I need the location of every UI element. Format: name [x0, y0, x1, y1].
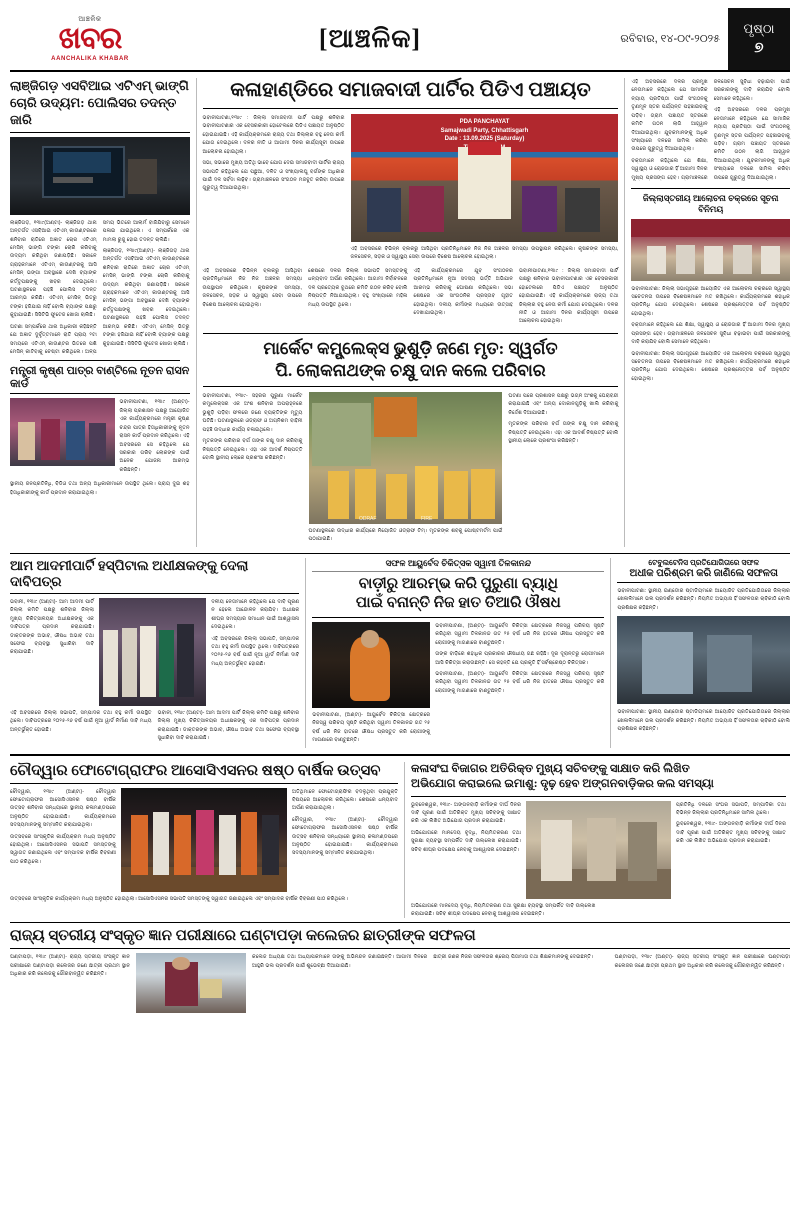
photographer-col-3: ଅତିଥିମାନେ ଫୋଟୋଗ୍ରାଫିର ବଦଳୁଥିବା ପ୍ରଯୁକ୍ତି ବିଷୟରେ ଆଲୋଚନା କରିଥିଲେ। ଶେଷରେ ଧନ୍ୟବାଦ ଅର୍ପଣ କରାଯାଇଥିଲା। ଚୌଦ୍ୱାର, ୧୩ା୯ (ଅଣ୍ଟା)- ଚୌଦ୍ୱାର ଫୋଟୋଗ୍ରାଫର ଆସୋସିଏସନର ଷଷ୍ଠ ବାର୍ଷିକ ଉତ୍ସବ ଶନିବାର ସନ୍ଧ୍ୟାରେ ସ୍ଥାନୀୟ କଳାମଣ୍ଡପରେ ଅନୁଷ୍ଠିତ ହୋଇଯାଇଛି। କାର୍ଯ୍ୟକ୍ରମରେ ସଦସ୍ୟମାନଙ୍କୁ ସମ୍ମାନିତ କରାଯାଇଥିଲା।	[292, 788, 398, 857]
page-number-badge	[728, 8, 790, 70]
main-col-1: ଭବାନୀପାଟଣା,୧୩ା୯ : ଜିଲ୍ଲା ସମାଜବାଦୀ ପାର୍ଟି ପକ୍ଷରୁ ଶନିବାର ଭବାନୀପାଟଣାର ଏକ ବେସରକାରୀ ହୋଟେଲରେ ପିଡିଏ ପଞ୍ଚାୟତ ଅନୁଷ୍ଠିତ ହୋଇଯାଇଛି। ଏହି କାର୍ଯ୍ୟକ୍ରମରେ ରାଜ୍ୟ ତଥା ଜିଲ୍ଲାର ବହୁ ନେତା କର୍ମୀ ଯୋଗ ଦେଇଥିଲେ। ଦଳର ନୀତି ଓ ଆଗାମୀ ଦିନର କାର୍ଯ୍ୟସୂଚୀ ଉପରେ ଆଲୋଚନା ହୋଇଥିଲା। ସଭା, ସଭାରେ ମୁଖ୍ୟ ଅତିଥି ଭାବେ ଯୋଗ ଦେଇ ସମାଜବାଦୀ ପାର୍ଟିର ରାଜ୍ୟ ସଭାପତି କହିଥିଲେ ଯେ ପଛୁଆ, ଦଳିତ ଓ ସଂଖ୍ୟାଲଘୁ ବର୍ଗଙ୍କ ଅଧିକାର ପାଇଁ ଦଳ ସର୍ବଦା ଲଢ଼ିବ। ଗ୍ରାମାଞ୍ଚଳରେ ସଂଗଠନ ମଜବୁତ କରିବା ଉପରେ ଗୁରୁତ୍ୱ ଦିଆଯାଇଥିଲା।	[202, 115, 345, 192]
seminar-kicker: ଜିଲ୍ଲାସ୍ତରୀୟ ଆଲୋଚନା ଚକ୍ରରେ ସୂଚନା ବିନିମୟ	[642, 192, 779, 214]
right-column	[624, 78, 790, 547]
rally-banner-text: PDA PANCHAYAT Samajwadi Party, Chhattisgarh Date : 13.09.2025 (Saturday)	[440, 119, 529, 143]
atm-body: ଲାଞ୍ଜିଗଡ଼, ୧୩ା୯(ଅଣ୍ଟା)- ଲାଞ୍ଜିଗଡ଼ ଥାନା ଅନ୍ତର୍ଗତ ଏସବିଆଇ ଏଟିଏମ୍ କାଉଣ୍ଟରରେ ଶନିବାର ରାତିରେ ଅଜ୍ଞାତ ଚୋର ଏଟିଏମ୍ ମେସିନ୍ ଭାଙ୍ଗି ଟଙ୍କା ଚୋରି କରିବାକୁ ଉଦ୍ୟମ କରିଥିବା ଜଣାପଡ଼ିଛି। ସକାଳେ ଗ୍ରାହକମାନେ ଏଟିଏମ୍ କାଉଣ୍ଟରକୁ ଆସି ମେସିନ୍ ଭଙ୍ଗା ଅବସ୍ଥାରେ ଦେଖି ବ୍ୟାଙ୍କ କର୍ତ୍ତୃପକ୍ଷଙ୍କୁ ଖବର ଦେଇଥିଲେ। ଘଟଣାସ୍ଥଳରେ ପହଞ୍ଚି ପୋଲିସ ତଦନ୍ତ ଆରମ୍ଭ କରିଛି। ଏଟିଏମ୍ ମେସିନ୍ ଭିତରୁ ଟଙ୍କା ହଜିଯାଇ ନାହିଁ ବୋଲି ବ୍ୟାଙ୍କ ପକ୍ଷରୁ କୁହାଯାଇଛି। ସିସିଟିଭି ଫୁଟେଜ ଖୋଜା ଚାଲିଛି। ଘଟଣା ସମ୍ପର୍କରେ ଥାନା ଅଧିକାରୀ କହିଛନ୍ତି ଯେ ଅଜ୍ଞାତ ଦୁର୍ବୃତ୍ତମାନେ ରାତି ପ୍ରାୟ ୨ଟା ସମୟରେ ଏଟିଏମ୍ କାଉଣ୍ଟର ଭିତରେ ପଶି ମେସିନ୍ କାଟିବାକୁ ଚେଷ୍ଟା କରିଥିଲେ। ଅଳ୍ପ ସମୟ ଭିତରେ ଆଲାର୍ମ ବାଜିଯିବାରୁ ସେମାନେ ପଳାଇ ଯାଇଥିଲେ। ଏ ସମ୍ପର୍କରେ ଏକ ମାମଲା ରୁଜୁ ହୋଇ ତଦନ୍ତ ଚାଲିଛି। ଲାଞ୍ଜିଗଡ଼, ୧୩ା୯(ଅଣ୍ଟା)- ଲାଞ୍ଜିଗଡ଼ ଥାନା ଅନ୍ତର୍ଗତ ଏସବିଆଇ ଏଟିଏମ୍ କାଉଣ୍ଟରରେ ଶନିବାର ରାତିରେ ଅଜ୍ଞାତ ଚୋର ଏଟିଏମ୍ ମେସିନ୍ ଭାଙ୍ଗି ଟଙ୍କା ଚୋରି କରିବାକୁ ଉଦ୍ୟମ କରିଥିବା ଜଣାପଡ଼ିଛି। ସକାଳେ ଗ୍ରାହକମାନେ ଏଟିଏମ୍ କାଉଣ୍ଟରକୁ ଆସି ମେସିନ୍ ଭଙ୍ଗା ଅବସ୍ଥାରେ ଦେଖି ବ୍ୟାଙ୍କ କର୍ତ୍ତୃପକ୍ଷଙ୍କୁ ଖବର ଦେଇଥିଲେ। ଘଟଣାସ୍ଥଳରେ ପହଞ୍ଚି ପୋଲିସ ତଦନ୍ତ ଆରମ୍ଭ କରିଛି। ଏଟିଏମ୍ ମେସିନ୍ ଭିତରୁ ଟଙ୍କା ହଜିଯାଇ ନାହିଁ ବୋଲି ବ୍ୟାଙ୍କ ପକ୍ଷରୁ କୁହାଯାଇଛି। ସିସିଟିଭି ଫୁଟେଜ ଖୋଜା ଚାଲିଛି।	[10, 219, 190, 355]
main-col-5: ଏହି କାର୍ଯ୍ୟକ୍ରମରେ ଯୁବ ସଂଗଠନର ପ୍ରତିନିଧିମାନେ ନୂଆ ସଦସ୍ୟ ଭର୍ତ୍ତି ଅଭିଯାନ ଆରମ୍ଭ କରିବାକୁ ଘୋଷଣା କରିଥିଲେ। ସଭା ଶେଷରେ ଏକ ସାଂଗଠନିକ ପ୍ରସ୍ତାବ ଗୃହୀତ ହୋଇଥିଲା। ଦଳୀୟ କର୍ମୀଙ୍କ ମଧ୍ୟରେ ଉତ୍ସାହ ଦେଖାଯାଇଥିଲା।	[413, 267, 513, 316]
newspaper-logo	[10, 8, 170, 70]
main-photo-caption: ଏହି ଅବସରରେ ବିଭିନ୍ନ ବ୍ଲକରୁ ଆସିଥିବା ପ୍ରତିନିଧିମାନେ ନିଜ ନିଜ ଅଞ୍ଚଳର ସମସ୍ୟା ଉପସ୍ଥାପନ କରିଥିଲେ। କୃଷକଙ୍କ ସମସ୍ୟା, ଜଳସେଚନ, ସଡ଼କ ଓ ସ୍ୱାସ୍ଥ୍ୟ ସେବା ଉପରେ ବିଶେଷ ଆଲୋଚନା ହୋଇଥିଲା।	[350, 246, 619, 261]
pda-panchayat-rally-photo	[351, 114, 619, 242]
ration-caption: ସ୍ଥାନୀୟ ଜନପ୍ରତିନିଧି, ବିଡିଓ ତଥା ଅନ୍ୟ ଅଧିକାରୀମାନେ ଉପସ୍ଥିତ ଥିଲେ। ପ୍ରାୟ ଦୁଇ ଶହ ହିତାଧିକାରୀଙ୍କୁ କାର୍ଡ ପ୍ରଦାନ କରାଯାଇଥିଲା।	[10, 481, 190, 496]
main-col-3: ଏହି ଅବସରରେ ବିଭିନ୍ନ ବ୍ଲକରୁ ଆସିଥିବା ପ୍ରତିନିଧିମାନେ ନିଜ ନିଜ ଅଞ୍ଚଳର ସମସ୍ୟା ଉପସ୍ଥାପନ କରିଥିଲେ। କୃଷକଙ୍କ ସମସ୍ୟା, ଜଳସେଚନ, ସଡ଼କ ଓ ସ୍ୱାସ୍ଥ୍ୟ ସେବା ଉପରେ ବିଶେଷ ଆଲୋଚନା ହୋଇଥିଲା।	[202, 267, 302, 308]
market-col-3: ଘଟଣା ପରେ ପ୍ରଶାସନ ପକ୍ଷରୁ ଭଗ୍ନ ଅଂଶକୁ ଘେରାବନ୍ଦୀ କରାଯାଇଛି ଏବଂ ଅନ୍ୟ ଦୋକାନଗୁଡ଼ିକୁ ଖାଲି କରିବାକୁ ନିର୍ଦ୍ଦେଶ ଦିଆଯାଇଛି। ମୃତକଙ୍କ ପରିବାର ବର୍ଗ ତାଙ୍କ ଚକ୍ଷୁ ଦାନ କରିବାକୁ ନିଷ୍ପତ୍ତି ନେଇଥିଲେ। ଏହା ଏକ ଆଦର୍ଶ ନିଷ୍ପତ୍ତି ବୋଲି ସ୍ଥାନୀୟ ଲୋକେ ପ୍ରଶଂସା କରିଛନ୍ତି।	[508, 392, 619, 445]
photographer-association-stage-photo	[121, 788, 287, 892]
photographer-block	[10, 762, 398, 919]
logo-sub-text: AANCHALIKA KHABAR	[51, 56, 129, 62]
center-column	[196, 78, 619, 547]
ration-card-distribution-photo	[10, 398, 115, 466]
masthead-date: ରବିବାର, ୧୪-୦୯-୨୦୨୫	[620, 32, 720, 45]
ayurveda-block	[305, 558, 604, 748]
odraf-badge: ODRAF	[358, 515, 377, 522]
student-block	[0, 927, 800, 1013]
ayurveda-col-2: ଭବାନୀପାଟଣା, (ଅଣ୍ଟା)- ଆୟୁର୍ବେଦ ଚିକିତ୍ସା କ୍ଷେତ୍ରରେ ନିଜସ୍ୱ ପରିଚୟ ସୃଷ୍ଟି କରିଥିବା ସ୍ୱାମୀ ତିଳକାନନ୍ଦ ଗତ ୨୫ ବର୍ଷ ଧରି ନିଜ ହାତରେ ଔଷଧ ପ୍ରସ୍ତୁତ କରି ରୋଗୀଙ୍କୁ ମାଗଣାରେ ବାଣ୍ଟୁଛନ୍ତି। ତାଙ୍କ ବାଡ଼ିରେ ଶହାଧିକ ପ୍ରକାରର ଔଷଧୀୟ ଗଛ ରହିଛି। ଦୂର ଦୂରାନ୍ତରୁ ରୋଗୀମାନେ ଆସି ଚିକିତ୍ସା କରାଉଛନ୍ତି। ସେ କହନ୍ତି ଯେ ପ୍ରକୃତି ହିଁ ସର୍ବଶ୍ରେଷ୍ଠ ଚିକିତ୍ସକ। ଭବାନୀପାଟଣା, (ଅଣ୍ଟା)- ଆୟୁର୍ବେଦ ଚିକିତ୍ସା କ୍ଷେତ୍ରରେ ନିଜସ୍ୱ ପରିଚୟ ସୃଷ୍ଟି କରିଥିବା ସ୍ୱାମୀ ତିଳକାନନ୍ଦ ଗତ ୨୫ ବର୍ଷ ଧରି ନିଜ ହାତରେ ଔଷଧ ପ୍ରସ୍ତୁତ କରି ରୋଗୀଙ୍କୁ ମାଗଣାରେ ବାଣ୍ଟୁଛନ୍ତି।	[435, 622, 605, 694]
aap-headline: ଆମ ଆଦମୀପାର୍ଟି ହସ୍ପିଟାଲ ଅଧୀକ୍ଷକଙ୍କୁ ଦେଲା ଦାବିପତ୍ର	[10, 558, 299, 594]
ayurveda-col-1: ଭବାନୀପାଟଣା, (ଅଣ୍ଟା)- ଆୟୁର୍ବେଦ ଚିକିତ୍ସା କ୍ଷେତ୍ରରେ ନିଜସ୍ୱ ପରିଚୟ ସୃଷ୍ଟି କରିଥିବା ସ୍ୱାମୀ ତିଳକାନନ୍ଦ ଗତ ୨୫ ବର୍ଷ ଧରି ନିଜ ହାତରେ ଔଷଧ ପ୍ରସ୍ତୁତ କରି ରୋଗୀଙ୍କୁ ମାଗଣାରେ ବାଣ୍ଟୁଛନ୍ତି।	[312, 711, 431, 744]
main-col-4: ଶେଷରେ ଦଳର ଜିଲ୍ଲା ସଭାପତି ସମସ୍ତଙ୍କୁ ଧନ୍ୟବାଦ ଅର୍ପଣ କରିଥିଲେ। ଆଗାମୀ ନିର୍ବାଚନରେ ଦଳ ପ୍ରତ୍ୟେକ ବୁଥରେ କମିଟି ଗଠନ କରିବ ବୋଲି ନିଷ୍ପତ୍ତି ନିଆଯାଇଥିଲା। ବହୁ ସଂଖ୍ୟାରେ ମହିଳା ମଧ୍ୟ ଉପସ୍ଥିତ ଥିଲେ।	[308, 267, 408, 308]
aap-col-2: ଦଳୀୟ ନେତାମାନେ କହିଥିଲେ ଯେ ଦାବି ପୂରଣ ନ ହେଲେ ଆନ୍ଦୋଳନ କରାଯିବ। ଅଧୀକ୍ଷକ ଶୀଘ୍ର ସମସ୍ୟାର ସମାଧାନ ପାଇଁ ଆଶ୍ୱାସନା ଦେଇଥିଲେ। ଏହି ଅବସରରେ ଜିଲ୍ଲା ସଭାପତି, ସମ୍ପାଦକ ତଥା ବହୁ କର୍ମୀ ଉପସ୍ଥିତ ଥିଲେ। ଦାବିପତ୍ରରେ ୨୦୨୫-୨୬ ବର୍ଷ ପାଇଁ ନୂଆ ୱାର୍ଡ ନିର୍ମାଣ ଦାବି ମଧ୍ୟ ଅନ୍ତର୍ଭୁକ୍ତ ହୋଇଛି।	[211, 598, 300, 667]
gym-body-top: ଭବାନୀପାଟଣା: ସ୍ଥାନୀୟ ଇଣ୍ଡୋର ଷ୍ଟାଡିୟମରେ ଆୟୋଜିତ ପ୍ରତିଯୋଗିତାରେ ଜିଲ୍ଲାର ଖେଳାଳିମାନେ ଭଲ ପ୍ରଦର୍ଶନ କରିଛନ୍ତି। ନିୟମିତ ଅଭ୍ୟାସ ହିଁ ସଫଳତାର ଚାବିକାଠି ବୋଲି ପ୍ରଶିକ୍ଷକ କହିଛନ୍ତି।	[617, 587, 790, 611]
rescue-operation-photo	[309, 392, 503, 524]
ayurveda-headline: ବାଡ଼ୀରୁ ଆରମ୍ଭ କରି ପୁରୁଣା ବ୍ୟାଧି ପାଇଁ ବନାନ୍ତି ନିଜ ହାତ ତିଆରି ଔଷଧ	[312, 572, 604, 618]
top-section	[0, 78, 800, 547]
market-col-1: ଭବାନୀପାଟଣା, ୧୩ା୯- ସହରର ପୁରୁଣା ମାର୍କେଟ କମ୍ପ୍ଲେକ୍ସର ଏକ ଅଂଶ ଶନିବାର ଅପରାହ୍ନରେ ଭୁଶୁଡ଼ି ପଡ଼ିବା ଫଳରେ ଜଣେ ବ୍ୟକ୍ତିଙ୍କ ମୃତ୍ୟୁ ଘଟିଛି। ଘଟଣାସ୍ଥଳରେ ଓଡ୍ରାଫ ଓ ଅଗ୍ନିଶମ ବାହିନୀ ପହଞ୍ଚି ଉଦ୍ଧାର କାର୍ଯ୍ୟ ଚଳାଇଥିଲେ। ମୃତକଙ୍କ ପରିବାର ବର୍ଗ ତାଙ୍କ ଚକ୍ଷୁ ଦାନ କରିବାକୁ ନିଷ୍ପତ୍ତି ନେଇଥିଲେ। ଏହା ଏକ ଆଦର୍ଶ ନିଷ୍ପତ୍ତି ବୋଲି ସ୍ଥାନୀୟ ଲୋକେ ପ୍ରଶଂସା କରିଛନ୍ତି।	[202, 392, 303, 461]
ayurveda-saint-photo	[312, 622, 430, 708]
page-badge-label: ପୃଷ୍ଠା	[743, 20, 775, 36]
right-top-body: ଏହି ଅବସରରେ ଦଳର ପ୍ରମୁଖ ନେତାମାନେ କହିଥିଲେ ଯେ ସାମାଜିକ ନ୍ୟାୟ ପ୍ରତିଷ୍ଠା ପାଇଁ ସଂଗଠନକୁ ତୃଣମୂଳ ସ୍ତର ପର୍ଯ୍ୟନ୍ତ ପହଞ୍ଚାଇବାକୁ ପଡ଼ିବ। ଗ୍ରାମ ପଞ୍ଚାୟତ ସ୍ତରରେ କମିଟି ଗଠନ ଲାଗି ଆହ୍ୱାନ ଦିଆଯାଇଥିଲା। ଯୁବକମାନଙ୍କୁ ଅଧିକ ସଂଖ୍ୟାରେ ଦଳରେ ସାମିଲ କରିବା ଉପରେ ଗୁରୁତ୍ୱ ଦିଆଯାଇଥିଲା। ବକ୍ତାମାନେ କହିଥିଲେ ଯେ ଶିକ୍ଷା, ସ୍ୱାସ୍ଥ୍ୟ ଓ ରୋଜଗାର ହିଁ ଆଗାମୀ ଦିନର ମୁଖ୍ୟ ପ୍ରସଙ୍ଗ ହେବ। ଗ୍ରାମାଞ୍ଚଳରେ ଜଳସେଚନ ସୁବିଧା ବଢ଼ାଇବା ପାଇଁ ସରକାରଙ୍କୁ ଦାବି କରାଯିବ ବୋଲି ସେମାନେ କହିଥିଲେ। ଏହି ଅବସରରେ ଦଳର ପ୍ରମୁଖ ନେତାମାନେ କହିଥିଲେ ଯେ ସାମାଜିକ ନ୍ୟାୟ ପ୍ରତିଷ୍ଠା ପାଇଁ ସଂଗଠନକୁ ତୃଣମୂଳ ସ୍ତର ପର୍ଯ୍ୟନ୍ତ ପହଞ୍ଚାଇବାକୁ ପଡ଼ିବ। ଗ୍ରାମ ପଞ୍ଚାୟତ ସ୍ତରରେ କମିଟି ଗଠନ ଲାଗି ଆହ୍ୱାନ ଦିଆଯାଇଥିଲା। ଯୁବକମାନଙ୍କୁ ଅଧିକ ସଂଖ୍ୟାରେ ଦଳରେ ସାମିଲ କରିବା ଉପରେ ଗୁରୁତ୍ୱ ଦିଆଯାଇଥିଲା।	[631, 79, 790, 181]
lower-section	[0, 762, 800, 919]
page-badge-number: ୭	[754, 38, 764, 56]
student-headline: ରାଜ୍ୟ ସ୍ତରୀୟ ସଂସ୍କୃତ ଜ୍ଞାନ ପରୀକ୍ଷାରେ ଘଣ୍ଟାପଡ଼ା କଲେଜର ଛାତ୍ରୀଙ୍କ ସଫଳତା	[10, 927, 790, 949]
office-meeting-photo	[526, 801, 671, 899]
middle-section	[0, 558, 800, 748]
main-col-6: ଭବାନୀପାଟଣା,୧୩ା୯ : ଜିଲ୍ଲା ସମାଜବାଦୀ ପାର୍ଟି ପକ୍ଷରୁ ଶନିବାର ଭବାନୀପାଟଣାର ଏକ ବେସରକାରୀ ହୋଟେଲରେ ପିଡିଏ ପଞ୍ଚାୟତ ଅନୁଷ୍ଠିତ ହୋଇଯାଇଛି। ଏହି କାର୍ଯ୍ୟକ୍ରମରେ ରାଜ୍ୟ ତଥା ଜିଲ୍ଲାର ବହୁ ନେତା କର୍ମୀ ଯୋଗ ଦେଇଥିଲେ। ଦଳର ନୀତି ଓ ଆଗାମୀ ଦିନର କାର୍ଯ୍ୟସୂଚୀ ଉପରେ ଆଲୋଚନା ହୋଇଥିଲା।	[518, 267, 619, 325]
atm-headline: ଲାଞ୍ଜିଗଡ଼ ଏସବିଆଇ ଏଟିଏମ୍ ଭାଙ୍ଗି ଚୋରି ଉଦ୍ୟମ: ପୋଲିସର ତଦନ୍ତ ଜାରି	[10, 78, 190, 133]
gym-training-photo	[617, 616, 790, 704]
collector-col-1: ଭୁବନେଶ୍ୱର, ୧୩ା୯- ଅଙ୍ଗନବାଡ଼ି କର୍ମୀଙ୍କ ଦୀର୍ଘ ଦିନର ଦାବି ପୂରଣ ପାଇଁ ଅତିରିକ୍ତ ମୁଖ୍ୟ ସଚିବଙ୍କୁ ସାକ୍ଷାତ କରି ଏକ ଲିଖିତ ଅଭିଯୋଗ ପ୍ରଦାନ କରାଯାଇଛି। ଅଭିଯୋଗରେ ମାନଦେୟ ବୃଦ୍ଧି, ନିୟମିତକରଣ ତଥା ସୁରକ୍ଷା ବ୍ୟବସ୍ଥା ସମ୍ପର୍କିତ ଦାବି ଉଲ୍ଲେଖ କରାଯାଇଛି। ସଚିବ ଶୀଘ୍ର ପଦକ୍ଷେପ ନେବାକୁ ଆଶ୍ୱାସନା ଦେଇଛନ୍ତି।	[411, 801, 521, 853]
logo-top-text: ଆଞ୍ଚଳିକ	[78, 16, 102, 23]
collector-block	[404, 762, 786, 919]
hospital-memorandum-photo	[99, 598, 206, 706]
aap-body-cont: ଏହି ଅବସରରେ ଜିଲ୍ଲା ସଭାପତି, ସମ୍ପାଦକ ତଥା ବହୁ କର୍ମୀ ଉପସ୍ଥିତ ଥିଲେ। ଦାବିପତ୍ରରେ ୨୦୨୫-୨୬ ବର୍ଷ ପାଇଁ ନୂଆ ୱାର୍ଡ ନିର୍ମାଣ ଦାବି ମଧ୍ୟ ଅନ୍ତର୍ଭୁକ୍ତ ହୋଇଛି। ଭବାନୀ, ୧୩ା୯ (ଅଣ୍ଟା)- ଆମ ଆଦମୀ ପାର୍ଟି ଜିଲ୍ଲା କମିଟି ପକ୍ଷରୁ ଶନିବାର ଜିଲ୍ଲା ମୁଖ୍ୟ ଚିକିତ୍ସାଳୟର ଅଧୀକ୍ଷକଙ୍କୁ ଏକ ଦାବିପତ୍ର ପ୍ରଦାନ କରାଯାଇଛି। ଡାକ୍ତରଙ୍କ ଅଭାବ, ଔଷଧ ଅଭାବ ତଥା ସଫେଇ ବ୍ୟବସ୍ଥା ସୁଧାରିବା ଦାବି କରାଯାଇଛି।	[10, 709, 300, 742]
award-winner-photo	[136, 953, 246, 1013]
logo-main-text: ଖବର	[58, 22, 122, 55]
main-headline: କଳାହାଣ୍ଡିରେ ସମାଜବାଦୀ ପାର୍ଟିର ପିଡିଏ ପଞ୍ଚାୟତ	[203, 78, 619, 109]
gym-body-bottom: ଭବାନୀପାଟଣା: ସ୍ଥାନୀୟ ଇଣ୍ଡୋର ଷ୍ଟାଡିୟମରେ ଆୟୋଜିତ ପ୍ରତିଯୋଗିତାରେ ଜିଲ୍ଲାର ଖେଳାଳିମାନେ ଭଲ ପ୍ରଦର୍ଶନ କରିଛନ୍ତି। ନିୟମିତ ଅଭ୍ୟାସ ହିଁ ସଫଳତାର ଚାବିକାଠି ବୋଲି ପ୍ରଶିକ୍ଷକ କହିଛନ୍ତି।	[617, 709, 790, 732]
newspaper-page	[0, 8, 800, 1220]
seminar-body: ଭବାନୀପାଟଣା: ଜିଲ୍ଲା ସଭାଗୃହରେ ଆୟୋଜିତ ଏକ ଆଲୋଚନା ଚକ୍ରରେ ସ୍ୱାସ୍ଥ୍ୟ ସଚେତନତା ଉପରେ ବିଶେଷଜ୍ଞମାନେ ମତ ରଖିଥିଲେ। କାର୍ଯ୍ୟକ୍ରମରେ ଶହାଧିକ ପ୍ରତିନିଧି ଯୋଗ ଦେଇଥିଲେ। ଶେଷରେ ପ୍ରଶ୍ନୋତ୍ତର ପର୍ବ ଅନୁଷ୍ଠିତ ହୋଇଥିଲା। ବକ୍ତାମାନେ କହିଥିଲେ ଯେ ଶିକ୍ଷା, ସ୍ୱାସ୍ଥ୍ୟ ଓ ରୋଜଗାର ହିଁ ଆଗାମୀ ଦିନର ମୁଖ୍ୟ ପ୍ରସଙ୍ଗ ହେବ। ଗ୍ରାମାଞ୍ଚଳରେ ଜଳସେଚନ ସୁବିଧା ବଢ଼ାଇବା ପାଇଁ ସରକାରଙ୍କୁ ଦାବି କରାଯିବ ବୋଲି ସେମାନେ କହିଥିଲେ। ଭବାନୀପାଟଣା: ଜିଲ୍ଲା ସଭାଗୃହରେ ଆୟୋଜିତ ଏକ ଆଲୋଚନା ଚକ୍ରରେ ସ୍ୱାସ୍ଥ୍ୟ ସଚେତନତା ଉପରେ ବିଶେଷଜ୍ଞମାନେ ମତ ରଖିଥିଲେ। କାର୍ଯ୍ୟକ୍ରମରେ ଶହାଧିକ ପ୍ରତିନିଧି ଯୋଗ ଦେଇଥିଲେ। ଶେଷରେ ପ୍ରଶ୍ନୋତ୍ତର ପର୍ବ ଅନୁଷ୍ଠିତ ହୋଇଥିଲା।	[631, 285, 790, 382]
left-column	[10, 78, 190, 547]
gym-kicker: ଟେବୁଲଟେନିସ ପ୍ରତିଯୋଗିତାରେ ସଫଳ	[648, 557, 760, 567]
ration-headline: ମନ୍ତ୍ରୀ କୃଷ୍ଣ ପାତ୍ର ବାଣ୍ଟିଲେ ନୂତନ ରାସନ କାର୍ଡ	[10, 365, 190, 394]
collector-headline: କଳାସଂଘ ବିଜାଗର ଅତିରିକ୍ତ ମୁଖ୍ୟ ସଚିବଙ୍କୁ ସାକ୍ଷାତ କରି ଲିଖିତ ଅଭିଯୋଗ କରାଇଲେ ଇମାଶୁ: ଦୃଢ଼ ହେବ ଅଙ୍ଗନବାଡ଼ିକର କଲ ସମସ୍ୟା	[411, 762, 786, 797]
student-col-rest: କଲେଜ ଅଧ୍ୟକ୍ଷ ତଥା ଅଧ୍ୟାପକମାନେ ତାଙ୍କୁ ଅଭିନନ୍ଦନ ଜଣାଇଛନ୍ତି। ଆଗାମୀ ଦିନରେ ଆହୁରି ଭଲ ପ୍ରଦର୍ଶନ ପାଇଁ ଶୁଭେଚ୍ଛା ଦିଆଯାଇଛି। ଛାତ୍ରୀ ଜଣକ ନିଜର ସଫଳତାର ଶ୍ରେୟ ପିତାମାତା ତଥା ଶିକ୍ଷକମାନଙ୍କୁ ଦେଇଛନ୍ତି। ଘଣ୍ଟାପଡ଼ା, ୧୩ା୯ (ଅଣ୍ଟା)- ରାଜ୍ୟ ସ୍ତରୀୟ ସଂସ୍କୃତ ଜ୍ଞାନ ପରୀକ୍ଷାରେ ଘଣ୍ଟାପଡ଼ା କଲେଜର ଜଣେ ଛାତ୍ରୀ ପ୍ରଥମ ସ୍ଥାନ ଅଧିକାର କରି କଲେଜକୁ ଗୌରବାନ୍ୱିତ କରିଛନ୍ତି।	[252, 954, 790, 969]
market-caption: ଘଟଣାସ୍ଥଳରେ ଉଦ୍ଧାର କାର୍ଯ୍ୟରେ ନିୟୋଜିତ ଓଡ୍ରାଫ ଟିମ୍। ମୃତକଙ୍କ ଶବକୁ ପୋଷ୍ଟମର୍ଟମ ପାଇଁ ପଠାଯାଇଛି।	[308, 527, 503, 543]
collector-body-cont: ଅଭିଯୋଗରେ ମାନଦେୟ ବୃଦ୍ଧି, ନିୟମିତକରଣ ତଥା ସୁରକ୍ଷା ବ୍ୟବସ୍ଥା ସମ୍ପର୍କିତ ଦାବି ଉଲ୍ଲେଖ କରାଯାଇଛି। ସଚିବ ଶୀଘ୍ର ପଦକ୍ଷେପ ନେବାକୁ ଆଶ୍ୱାସନା ଦେଇଛନ୍ତି।	[411, 902, 596, 917]
fire-badge: FIRE	[420, 515, 433, 522]
photographer-col-1: ଚୌଦ୍ୱାର, ୧୩ା୯ (ଅଣ୍ଟା)- ଚୌଦ୍ୱାର ଫୋଟୋଗ୍ରାଫର ଆସୋସିଏସନର ଷଷ୍ଠ ବାର୍ଷିକ ଉତ୍ସବ ଶନିବାର ସନ୍ଧ୍ୟାରେ ସ୍ଥାନୀୟ କଳାମଣ୍ଡପରେ ଅନୁଷ୍ଠିତ ହୋଇଯାଇଛି। କାର୍ଯ୍ୟକ୍ରମରେ ସଦସ୍ୟମାନଙ୍କୁ ସମ୍ମାନିତ କରାଯାଇଥିଲା। ଉତ୍ସବରେ ସାଂସ୍କୃତିକ କାର୍ଯ୍ୟକ୍ରମ ମଧ୍ୟ ଅନୁଷ୍ଠିତ ହୋଇଥିଲା। ଆସୋସିଏସନର ସଭାପତି ସମସ୍ତଙ୍କୁ ସ୍ୱାଗତ ଜଣାଇଥିଲେ ଏବଂ ସମ୍ପାଦକ ବାର୍ଷିକ ବିବରଣୀ ପାଠ କରିଥିଲେ।	[10, 788, 116, 865]
collector-col-3: ପ୍ରତିନିଧି ଦଳରେ ସଂଘର ସଭାପତି, ସମ୍ପାଦିକା ତଥା ବିଭିନ୍ନ ଜିଲ୍ଲାର ପ୍ରତିନିଧିମାନେ ସାମିଲ ଥିଲେ। ଭୁବନେଶ୍ୱର, ୧୩ା୯- ଅଙ୍ଗନବାଡ଼ି କର୍ମୀଙ୍କ ଦୀର୍ଘ ଦିନର ଦାବି ପୂରଣ ପାଇଁ ଅତିରିକ୍ତ ମୁଖ୍ୟ ସଚିବଙ୍କୁ ସାକ୍ଷାତ କରି ଏକ ଲିଖିତ ଅଭିଯୋଗ ପ୍ରଦାନ କରାଯାଇଛି।	[676, 801, 786, 845]
photographer-headline: ଚୌଦ୍ୱାର ଫୋଟୋଗ୍ରାଫର ଆସୋସିଏସନର ଷଷ୍ଠ ବାର୍ଷିକ ଉତ୍ସବ	[10, 762, 398, 784]
ayurveda-kicker: ସଫଳ ଆୟୁର୍ବେଦ ଚିକିତ୍ସକ ସ୍ୱାମୀ ତିଳକାନନ୍ଦ	[312, 558, 604, 572]
seminar-photo	[631, 219, 790, 281]
photographer-caption: ଉତ୍ସବରେ ସାଂସ୍କୃତିକ କାର୍ଯ୍ୟକ୍ରମ ମଧ୍ୟ ଅନୁଷ୍ଠିତ ହୋଇଥିଲା। ଆସୋସିଏସନର ସଭାପତି ସମସ୍ତଙ୍କୁ ସ୍ୱାଗତ ଜଣାଇଥିଲେ ଏବଂ ସମ୍ପାଦକ ବାର୍ଷିକ ବିବରଣୀ ପାଠ କରିଥିଲେ।	[10, 895, 348, 902]
masthead-title-wrap	[170, 8, 570, 70]
page-title: [ଆଞ୍ଚଳିକ]	[318, 23, 422, 53]
atm-machine-photo	[10, 137, 190, 215]
masthead	[10, 8, 790, 72]
gym-block	[610, 558, 790, 748]
ration-body: ଭବାନୀପାଟଣା, ୧୩ା୯ (ଅଣ୍ଟା)- ଜିଲ୍ଲା ପ୍ରଶାସନ ପକ୍ଷରୁ ଆୟୋଜିତ ଏକ କାର୍ଯ୍ୟକ୍ରମରେ ମନ୍ତ୍ରୀ କୃଷ୍ଣ ଚନ୍ଦ୍ର ପାତ୍ର ହିତାଧିକାରୀଙ୍କୁ ନୂତନ ରାସନ କାର୍ଡ ପ୍ରଦାନ କରିଥିଲେ। ଏହି ଅବସରରେ ସେ କହିଥିଲେ ଯେ ସରକାର ଗରିବ ଲୋକଙ୍କ ପାଇଁ ଅନେକ ଯୋଜନା ଆରମ୍ଭ କରିଛନ୍ତି।	[119, 399, 190, 473]
market-headline: ମାର୍କେଟ କମ୍ପ୍ଲେକ୍ସ ଭୁଶୁଡ଼ି ଜଣେ ମୃତ: ସ୍ୱର୍ଗତ ପି. ଲୋକନାଥଙ୍କ ଚକ୍ଷୁ ଦାନ କଲେ ପରିବାର	[203, 338, 619, 387]
gym-headline: ଅଧୀକ ପରିଶ୍ରମ କରି ଜାଣିଲେ ସଫଳତା	[617, 568, 790, 583]
student-col-1: ଘଣ୍ଟାପଡ଼ା, ୧୩ା୯ (ଅଣ୍ଟା)- ରାଜ୍ୟ ସ୍ତରୀୟ ସଂସ୍କୃତ ଜ୍ଞାନ ପରୀକ୍ଷାରେ ଘଣ୍ଟାପଡ଼ା କଲେଜର ଜଣେ ଛାତ୍ରୀ ପ୍ରଥମ ସ୍ଥାନ ଅଧିକାର କରି କଲେଜକୁ ଗୌରବାନ୍ୱିତ କରିଛନ୍ତି।	[10, 954, 130, 978]
aap-col-1: ଭବାନୀ, ୧୩ା୯ (ଅଣ୍ଟା)- ଆମ ଆଦମୀ ପାର୍ଟି ଜିଲ୍ଲା କମିଟି ପକ୍ଷରୁ ଶନିବାର ଜିଲ୍ଲା ମୁଖ୍ୟ ଚିକିତ୍ସାଳୟର ଅଧୀକ୍ଷକଙ୍କୁ ଏକ ଦାବିପତ୍ର ପ୍ରଦାନ କରାଯାଇଛି। ଡାକ୍ତରଙ୍କ ଅଭାବ, ଔଷଧ ଅଭାବ ତଥା ସଫେଇ ବ୍ୟବସ୍ଥା ସୁଧାରିବା ଦାବି କରାଯାଇଛି।	[10, 598, 94, 656]
aap-block	[10, 558, 299, 748]
